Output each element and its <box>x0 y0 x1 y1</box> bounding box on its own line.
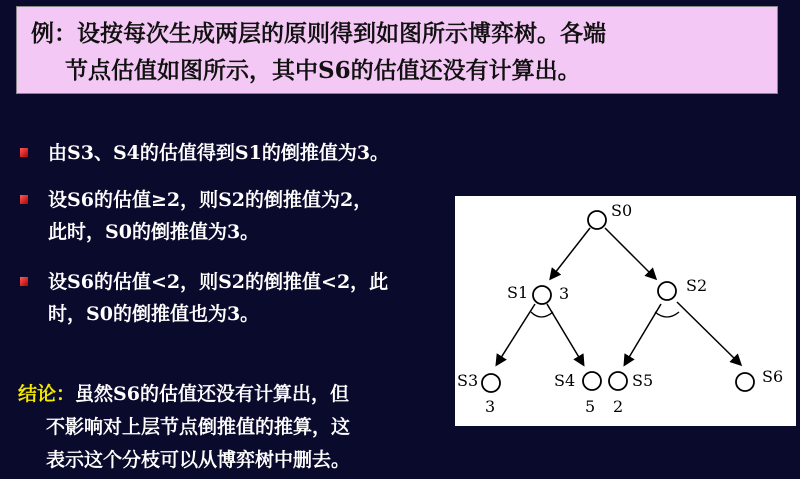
conclusion-line-3: 表示这个分枝可以从博弈树中删去。 <box>46 449 351 471</box>
value-s5: 2 <box>613 397 624 416</box>
conclusion-line-2: 不影响对上层节点倒推值的推算，这 <box>46 416 351 438</box>
bullet-2-line-1: 设S6的估值≥2，则S2的倒推值为2， <box>48 189 373 211</box>
bullet-square-icon <box>20 195 28 204</box>
node-s4 <box>583 372 601 390</box>
label-s2: S2 <box>686 276 708 295</box>
edge-s1-s3 <box>497 304 535 364</box>
bullet-2-line-2: 此时，S0的倒推值为3。 <box>48 221 260 243</box>
game-tree-diagram <box>455 196 796 426</box>
bullet-1-text: 由S3、S4的估值得到S1的倒推值为3。 <box>48 142 390 164</box>
min-arc-s1 <box>531 312 553 317</box>
label-s3: S3 <box>457 371 479 390</box>
bullet-3-line-2: 时，S0的倒推值也为3。 <box>48 303 260 325</box>
bullet-square-icon <box>20 148 28 157</box>
label-s1: S1 <box>507 283 529 302</box>
label-s5: S5 <box>632 371 654 390</box>
title-line-1: 例：设按每次生成两层的原则得到如图所示博弈树。各端 <box>31 20 606 47</box>
bullet-2 <box>20 184 440 248</box>
node-s5 <box>609 372 627 390</box>
value-s3: 3 <box>485 397 496 416</box>
label-s0: S0 <box>611 201 633 220</box>
conclusion-label: 结论： <box>18 383 76 405</box>
node-s0 <box>588 211 606 229</box>
edge-s2-s6 <box>677 302 740 364</box>
value-s1: 3 <box>559 284 570 303</box>
node-s6 <box>736 373 754 391</box>
bullet-1 <box>20 137 440 169</box>
node-s3 <box>482 374 500 392</box>
node-s2 <box>658 282 676 300</box>
title-line-2: 节点估值如图所示，其中S6的估值还没有计算出。 <box>65 57 581 84</box>
value-s4: 5 <box>585 397 596 416</box>
bullet-3-line-1: 设S6的估值<2，则S2的倒推值<2，此 <box>48 271 389 293</box>
bullet-3 <box>20 266 440 330</box>
min-arc-s2 <box>655 312 679 317</box>
edge-s0-s2 <box>605 228 655 278</box>
node-s1 <box>533 286 551 304</box>
conclusion <box>18 378 448 477</box>
game-tree-svg <box>455 196 796 426</box>
title-box <box>16 6 778 94</box>
label-s6: S6 <box>762 367 784 386</box>
label-s4: S4 <box>554 371 576 390</box>
edge-s0-s1 <box>551 228 590 278</box>
conclusion-line-1: 虽然S6的估值还没有计算出，但 <box>75 383 349 405</box>
bullet-square-icon <box>20 277 28 286</box>
